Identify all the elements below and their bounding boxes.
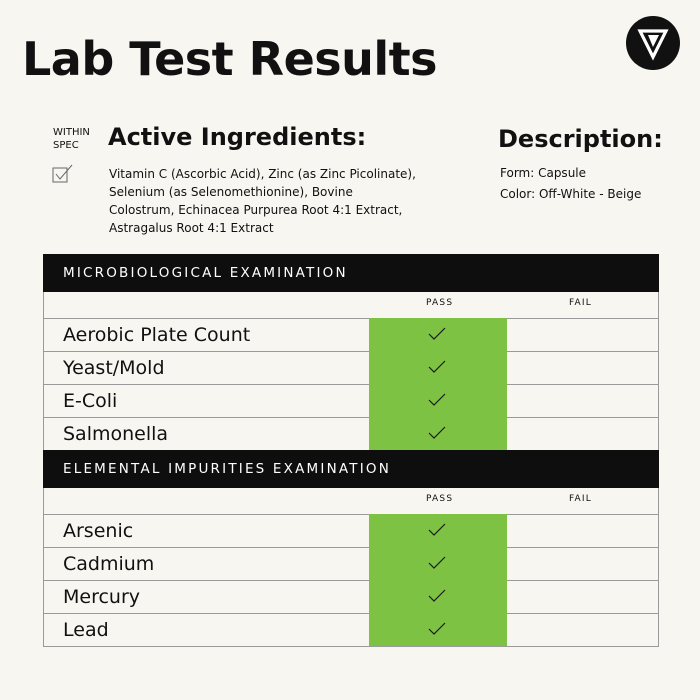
table-row (44, 581, 658, 614)
description-form: Form: Capsule (500, 166, 587, 180)
checkmark-icon (427, 522, 447, 538)
elemental-table (43, 450, 659, 647)
microbiological-column-header (43, 292, 659, 319)
pass-cell (369, 384, 507, 418)
checkmark-icon (427, 555, 447, 571)
active-ingredients-text: Vitamin C (Ascorbic Acid), Zinc (as Zinc Picolinate), Selenium (as Selenomethionine), Bovine Colostrum, Echinacea Purpurea Root 4:1 Extract, Astragalus Root 4:1 Extract (109, 167, 416, 235)
table-row (44, 319, 658, 352)
description-color: Color: Off-White - Beige (500, 187, 642, 201)
test-name: Cadmium (63, 553, 155, 575)
fail-cell (507, 418, 658, 451)
within-spec-label: WITHIN SPEC (53, 127, 90, 151)
test-name: Aerobic Plate Count (63, 324, 251, 346)
pass-column-label: PASS (426, 494, 454, 504)
table-row (44, 385, 658, 418)
checkmark-icon (427, 326, 447, 342)
pass-cell (369, 417, 507, 451)
pass-column-label: PASS (426, 298, 454, 308)
fail-column-label: FAIL (569, 298, 592, 308)
fail-cell (507, 319, 658, 351)
pass-cell (369, 318, 507, 352)
page-title: Lab Test Results (22, 32, 438, 86)
pass-cell (369, 351, 507, 385)
checkmark-icon (427, 392, 447, 408)
table-row (44, 515, 658, 548)
test-name: E-Coli (63, 390, 118, 412)
elemental-column-header (43, 488, 659, 515)
table-row (44, 548, 658, 581)
pass-cell (369, 547, 507, 581)
fail-column-label: FAIL (569, 494, 592, 504)
test-name: Yeast/Mold (63, 357, 165, 379)
test-name: Salmonella (63, 423, 169, 445)
table-row (44, 352, 658, 385)
pass-cell (369, 514, 507, 548)
elemental-header: ELEMENTAL IMPURITIES EXAMINATION (43, 450, 659, 488)
fail-cell (507, 581, 658, 613)
active-ingredients-heading: Active Ingredients: (108, 123, 367, 151)
microbiological-table (43, 254, 659, 451)
test-name: Lead (63, 619, 109, 641)
test-name: Mercury (63, 586, 141, 608)
fail-cell (507, 352, 658, 384)
fail-cell (507, 385, 658, 417)
fail-cell (507, 614, 658, 646)
checkmark-icon (427, 425, 447, 441)
pass-cell (369, 580, 507, 614)
table-row (44, 418, 658, 451)
v-shield-logo-icon (626, 16, 680, 70)
test-name: Arsenic (63, 520, 134, 542)
microbiological-header: MICROBIOLOGICAL EXAMINATION (43, 254, 659, 292)
pass-cell (369, 613, 507, 646)
checkmark-icon (427, 621, 447, 637)
fail-cell (507, 515, 658, 547)
fail-cell (507, 548, 658, 580)
checkbox-checked-icon (52, 164, 74, 188)
checkmark-icon (427, 588, 447, 604)
table-row (44, 614, 658, 647)
description-heading: Description: (498, 125, 663, 153)
checkmark-icon (427, 359, 447, 375)
